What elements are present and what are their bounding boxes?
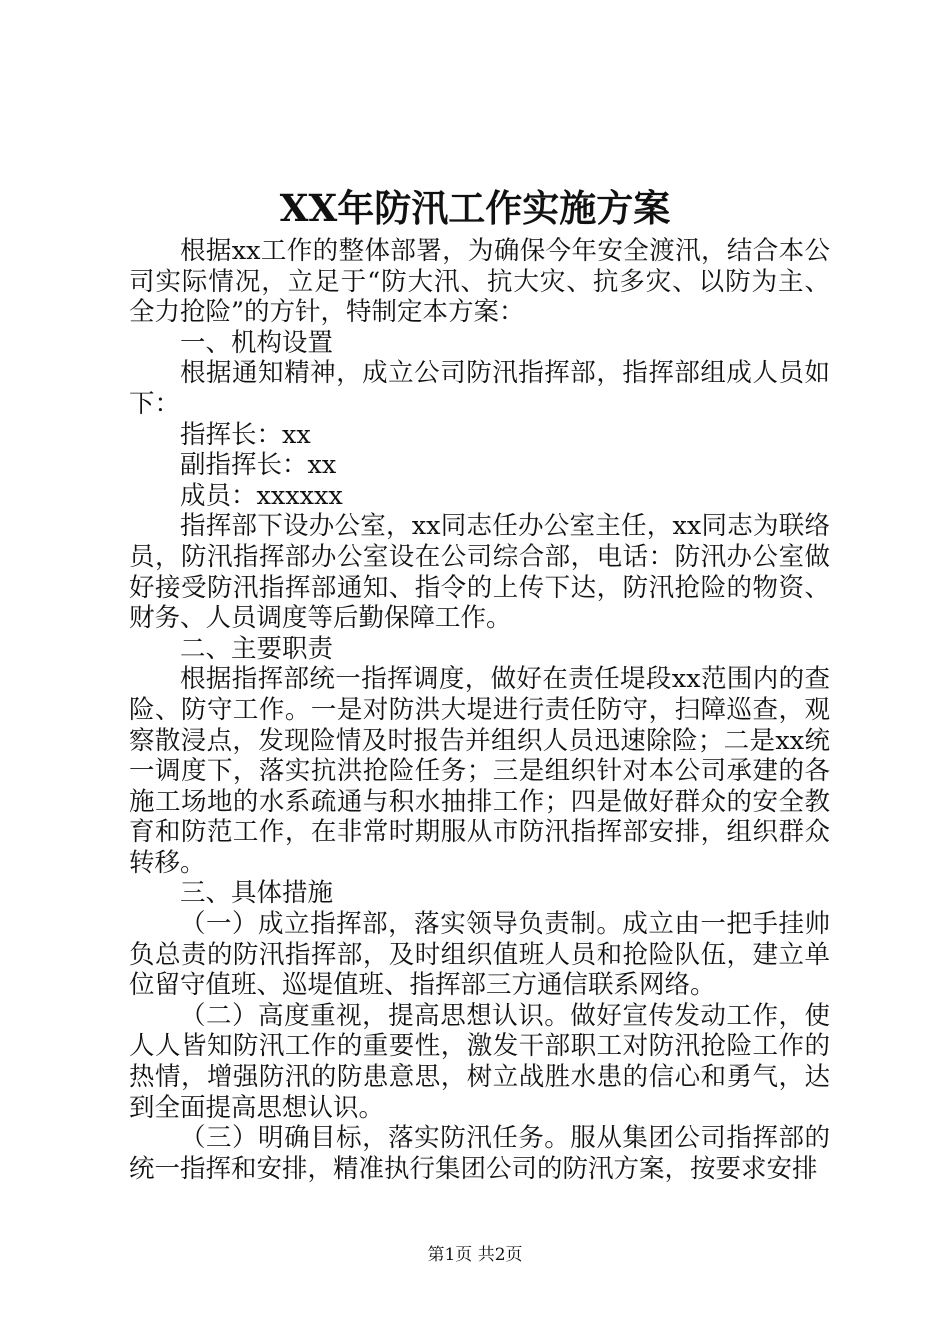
paragraph-organization: 根据通知精神，成立公司防汛指挥部，指挥部组成人员如下： [129, 358, 830, 419]
page-indicator: 第1页 共2页 [427, 1245, 523, 1265]
paragraph-deputy-commander: 副指挥长：xx [180, 450, 337, 481]
section-heading-measures: 三、具体措施 [180, 878, 334, 909]
paragraph-measure-2: （二）高度重视，提高思想认识。做好宣传发动工作，使人人皆知防汛工作的重要性，激发干部职工对防汛抢险工作的热情，增强防汛的防患意思，树立战胜水患的信心和勇气，达到全面提高思想认识。 [129, 1000, 830, 1123]
paragraph-commander: 指挥长：xx [180, 419, 311, 450]
section-heading-organization: 一、机构设置 [180, 327, 334, 358]
paragraph-office: 指挥部下设办公室，xx同志任办公室主任，xx同志为联络员，防汛指挥部办公室设在公司综合部，电话：防汛办公室做好接受防汛指挥部通知、指令的上传下达，防汛抢险的物资、财务、人员调度等后勤保障工作。 [129, 511, 830, 634]
section-heading-duties: 二、主要职责 [180, 633, 334, 664]
paragraph-intro: 根据xx工作的整体部署，为确保今年安全渡汛，结合本公司实际情况，立足于“防大汛、抗大灾、抗多灾、以防为主、全力抢险”的方针，特制定本方案： [129, 236, 830, 328]
paragraph-measure-1: （一）成立指挥部，落实领导负责制。成立由一把手挂帅负总责的防汛指挥部，及时组织值班人员和抢险队伍，建立单位留守值班、巡堤值班、指挥部三方通信联系网络。 [129, 909, 830, 1001]
document-title: XX年防汛工作实施方案 [279, 186, 671, 230]
document-body [129, 236, 830, 1184]
paragraph-measure-3: （三）明确目标，落实防汛任务。服从集团公司指挥部的统一指挥和安排，精准执行集团公司的防汛方案，按要求安排 [129, 1123, 830, 1184]
paragraph-members: 成员：xxxxxx [180, 480, 343, 511]
paragraph-duties: 根据指挥部统一指挥调度，做好在责任堤段xx范围内的查险、防守工作。一是对防洪大堤进行责任防守，扫障巡查，观察散浸点，发现险情及时报告并组织人员迅速除险；二是xx统一调度下，落实抗洪抢险任务；三是组织针对本公司承建的各施工场地的水系疏通与积水抽排工作；四是做好群众的安全教育和防范工作，在非常时期服从市防汛指挥部安排，组织群众转移。 [129, 664, 830, 878]
